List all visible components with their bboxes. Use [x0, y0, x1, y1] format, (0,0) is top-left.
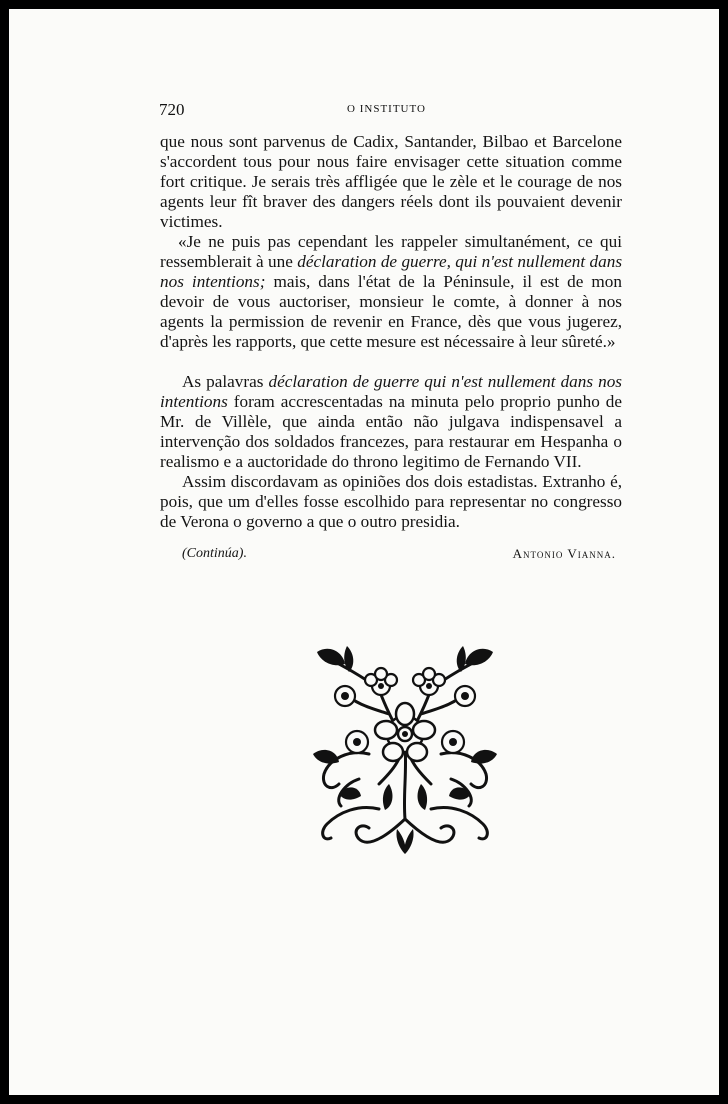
commentary-emphasis: déclaration de guerre qui n'est nullement dans nos intentions [160, 372, 622, 411]
page-number: 720 [159, 100, 185, 119]
article-body [160, 132, 622, 564]
commentary-text: As palavras [182, 372, 269, 391]
journal-title: O INSTITUTO [347, 103, 426, 115]
quote-paragraph-2 [160, 232, 622, 352]
continua-note: (Continúa). [182, 546, 247, 561]
quote-text: mais, dans l'état de la Péninsule, il est de mon devoir de vous auctoriser, monsieur le comte, à donner à nos agents la permission de revenir en France, dès que vous jugerez, d'après les rapports, que cette mesure est nécessaire à leur sûreté.» [160, 272, 622, 351]
quote-text: «Je ne puis pas cependant les rappeler simultanément, ce qui ressemblerait à une [160, 232, 622, 271]
quote-paragraph-1: que nous sont parvenus de Cadix, Santander, Bilbao et Barcelone s'accordent tous pour nous faire envisager cette situation comme fort critique. Je serais très affligée que le zèle et le courage de nos agents leur fît braver des dangers réels dont ils pouvaient devenir victimes. [160, 132, 622, 231]
floral-ornament-icon [299, 634, 511, 864]
commentary-text: foram accrescentadas na minuta pelo proprio punho de Mr. de Villèle, que ainda então não julgava indispensavel a intervenção dos soldados francezes, para restaurar em Hespanha o realismo e a auctoridade do throno legitimo de Fernando VII. [160, 392, 622, 471]
commentary-paragraph-2: Assim discordavam as opiniões dos dois estadistas. Extranho é, pois, que um d'elles fosse escolhido para representar no congresso de Verona o governo a que o outro presidia. [160, 472, 622, 531]
running-head [159, 100, 614, 120]
quote-emphasis: déclaration de guerre, qui n'est nullement dans nos intentions; [160, 252, 623, 291]
author-signature: Antonio Vianna. [512, 546, 616, 561]
french-quote [160, 132, 622, 352]
commentary-paragraph-1 [160, 372, 622, 472]
page [9, 9, 719, 1095]
portuguese-commentary [160, 372, 622, 532]
signoff [160, 544, 622, 564]
